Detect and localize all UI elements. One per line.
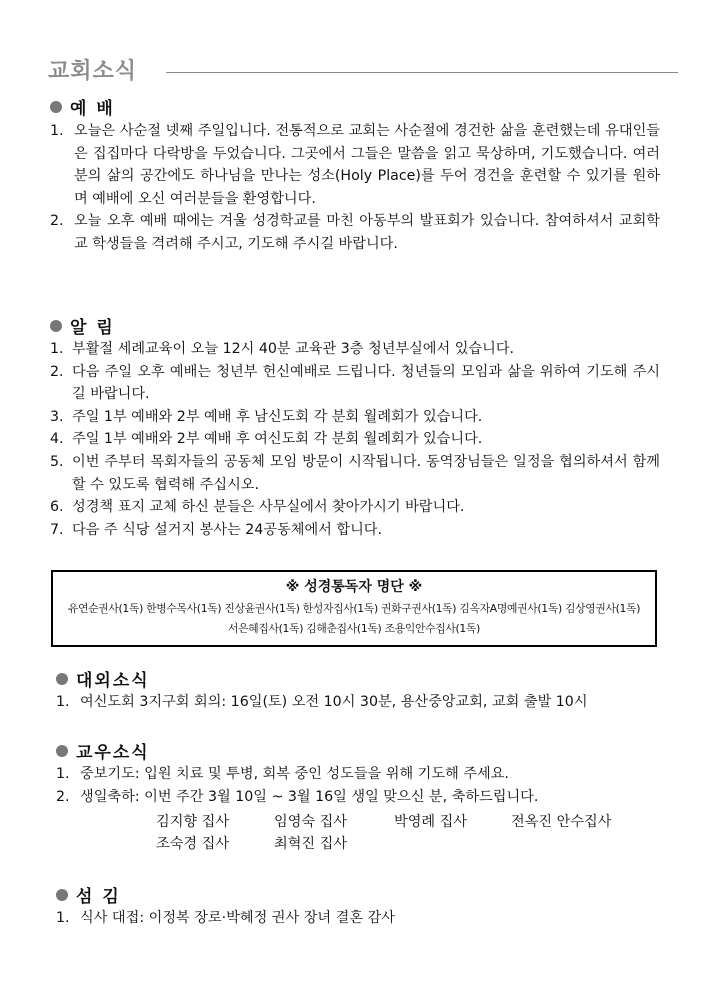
item-number: 6.	[50, 499, 64, 516]
list-item	[56, 763, 656, 786]
item-text: 주일 1부 예배와 2부 예배 후 남신도회 각 분회 월례회가 있습니다.	[72, 408, 483, 425]
item-text: 다음 주 식당 설거지 봉사는 24공동체에서 합니다.	[72, 521, 383, 538]
section-title: 섬 김	[76, 887, 121, 907]
list-item	[56, 786, 656, 809]
external-list	[56, 691, 656, 714]
section-title: 대외소식	[76, 671, 150, 691]
section-title: 예 배	[70, 99, 115, 119]
list-item	[50, 361, 660, 406]
birthday-name: 조숙경 집사	[156, 836, 230, 852]
item-number: 3.	[50, 408, 64, 425]
section-title: 교우소식	[76, 743, 150, 763]
item-number: 1.	[50, 123, 64, 139]
names-line: 서은혜집사(1독) 김해춘집사(1독) 조용익안수집사(1독)	[227, 622, 481, 635]
item-number: 1.	[56, 766, 70, 782]
page-title: 교회소식	[48, 59, 138, 84]
item-text: 오늘 오후 예배 때에는 겨울 성경학교를 마친 아동부의 발표회가 있습니다. 참여하셔서 교회학교 학생들을 격려해 주시고, 기도해 주시길 바랍니다.	[74, 213, 660, 252]
birthday-name: 전옥진 안수집사	[511, 814, 612, 830]
section-heading-notices	[50, 313, 115, 338]
header-divider	[166, 72, 678, 73]
birthday-name: 최혁진 집사	[274, 836, 348, 852]
list-item	[50, 451, 660, 496]
item-number: 2.	[56, 788, 70, 805]
item-number: 2.	[50, 213, 64, 230]
page-header	[48, 54, 678, 86]
circle-bullet-icon	[56, 745, 68, 757]
names-line: 유연순권사(1독) 한병수목사(1독) 진상윤권사(1독) 한성자집사(1독) 권화구권사(1독) 김옥자A명예권사(1독) 김상영권사(1독)	[67, 602, 641, 615]
item-text: 다음 주일 오후 예배는 청년부 헌신예배로 드립니다. 청년들의 모임과 삶을 위하여 기도해 주시길 바랍니다.	[72, 363, 660, 403]
item-text: 중보기도: 입원 치료 및 투병, 회복 중인 성도들을 위해 기도해 주세요.	[80, 766, 509, 782]
birthday-name: 임영숙 집사	[274, 814, 348, 830]
worship-list	[50, 120, 660, 256]
item-text: 이번 주부터 목회자들의 공동체 모임 방문이 시작됩니다. 동역장님들은 일정을 협의하셔서 함께 할 수 있도록 협력해 주십시오.	[72, 453, 660, 493]
birthday-name: 박영례 집사	[394, 814, 468, 830]
item-number: 5.	[50, 453, 64, 470]
item-text: 오늘은 사순절 넷째 주일입니다. 전통적으로 교회는 사순절에 경건한 삶을 훈련했는데 유대인들은 집집마다 다락방을 두었습니다. 그곳에서 그들은 말씀을 읽고 묵상하며, 기도했습니다. 여러분의 삶의 공간에도 하나님을 만나는 성소(Holy Place)를 두어 경건을 훈련할 수 있기를 원하며 예배에 오신 여러분들을 환영합니다.	[74, 123, 660, 207]
list-item	[50, 428, 660, 451]
circle-bullet-icon	[56, 889, 68, 901]
list-item	[50, 338, 660, 361]
circle-bullet-icon	[50, 320, 62, 332]
section-heading-worship	[50, 94, 115, 119]
circle-bullet-icon	[50, 101, 62, 113]
list-item	[50, 496, 660, 519]
section-title: 알 림	[70, 318, 115, 338]
bible-reading-box	[51, 570, 657, 647]
notices-list	[50, 338, 660, 541]
item-text: 식사 대접: 이정복 장로·박혜정 권사 장녀 결혼 감사	[80, 910, 395, 926]
item-number: 1.	[50, 341, 64, 357]
section-heading-external	[56, 666, 150, 691]
list-item	[50, 406, 660, 429]
section-heading-members	[56, 738, 150, 763]
item-text: 여신도회 3지구회 회의: 16일(토) 오전 10시 30분, 용산중앙교회, 교회 출발 10시	[80, 694, 588, 710]
service-list	[56, 907, 656, 930]
birthday-name: 김지향 집사	[156, 814, 230, 830]
item-number: 4.	[50, 431, 64, 448]
list-item	[50, 519, 660, 542]
item-text: 부활절 세례교육이 오늘 12시 40분 교육관 3층 청년부실에서 있습니다.	[72, 341, 515, 357]
item-text: 주일 1부 예배와 2부 예배 후 여신도회 각 분회 월례회가 있습니다.	[72, 431, 483, 448]
bible-reading-names	[53, 599, 655, 639]
list-item	[50, 120, 660, 210]
circle-bullet-icon	[56, 673, 68, 685]
item-text: 생일축하: 이번 주간 3월 10일 ~ 3월 16일 생일 맞으신 분, 축하드립니다.	[80, 788, 539, 805]
bible-reading-title: ※ 성경통독자 명단 ※	[285, 579, 423, 595]
list-item	[56, 691, 656, 714]
item-text: 성경책 표지 교체 하신 분들은 사무실에서 찾아가시기 바랍니다.	[72, 499, 465, 516]
section-heading-service	[56, 882, 121, 907]
item-number: 1.	[56, 910, 70, 926]
list-item	[50, 210, 660, 255]
list-item	[56, 907, 656, 930]
birthday-names	[156, 811, 631, 855]
members-list	[56, 763, 656, 808]
item-number: 1.	[56, 694, 70, 710]
item-number: 2.	[50, 363, 64, 380]
item-number: 7.	[50, 521, 64, 538]
